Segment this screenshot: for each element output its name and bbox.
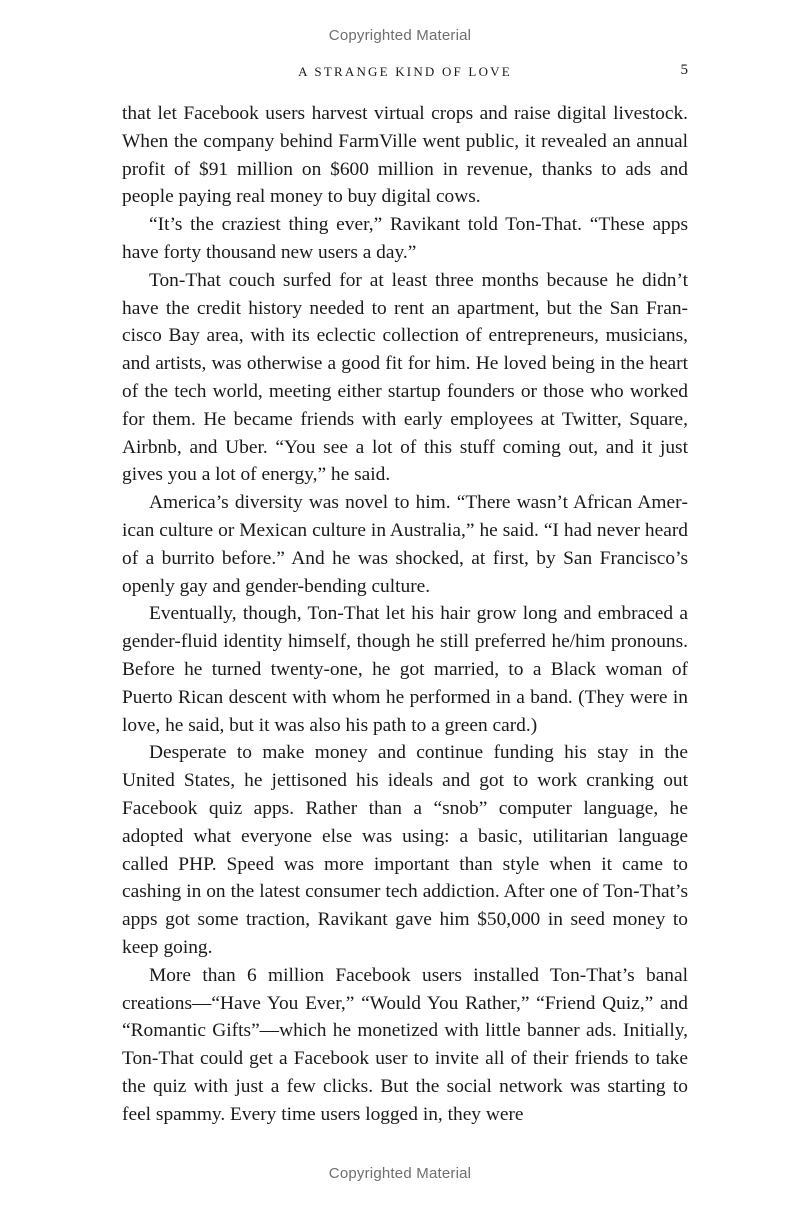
- paragraph: Desperate to make money and continue funding his stay in the United States, he jettisoned his ideals and got to work cranking out Facebook quiz apps. Rather than a “snob” computer language, he adopted what everyone else was using: a basic, utilitarian language called PHP. Speed was more important than style when it came to cashing in on the latest consumer tech addiction. After one of Ton-That’s apps got some traction, Ravikant gave him $50,000 in seed money to keep going.: [122, 742, 688, 958]
- paragraph: Eventually, though, Ton-That let his hair grow long and embraced a gender-fluid identity himself, though he still preferred he/him pronouns. Before he turned twenty-one, he got married, to a Black woman of Puerto Rican descent with whom he performed in a band. (They were in love, he said, but it was also his path to a green card.): [122, 603, 688, 736]
- page-number: 5: [680, 62, 688, 78]
- paragraph: “It’s the craziest thing ever,” Ravikant told Ton-That. “These apps have forty thousand new users a day.”: [122, 214, 688, 263]
- paragraph: More than 6 million Facebook users installed Ton-That’s banal creations—“Have You Ever,” “Would You Rather,” “Friend Quiz,” and “Romantic Gifts”—which he monetized with little banner ads. Initially, Ton-That could get a Facebook user to invite all of their friends to take the quiz with just a few clicks. But the social network was starting to feel spammy. Every time users logged in, they were: [122, 964, 688, 1125]
- copyright-watermark-top: Copyrighted Material: [328, 27, 472, 44]
- paragraph: Ton-That couch surfed for at least three months because he didn’t have the credit history needed to rent an apartment, but the San Francisco Bay area, with its eclectic collection of entrepreneurs, musicians, and artists, was otherwise a good fit for him. He loved being in the heart of the tech world, meeting either startup founders or those who worked for them. He became friends with early employees at Twitter, Square, Airbnb, and Uber. “You see a lot of this stuff coming out, and it just gives you a lot of energy,” he said.: [122, 269, 688, 486]
- copyright-watermark-bottom: Copyrighted Material: [328, 1165, 472, 1182]
- running-title: A STRANGE KIND OF LOVE: [298, 64, 512, 79]
- paragraph: that let Facebook users harvest virtual crops and raise digital livestock. When the company behind FarmVille went public, it revealed an annual profit of $91 million on $600 million in revenue, thanks to ads and people paying real money to buy digital cows.: [122, 103, 688, 208]
- running-header: [122, 62, 688, 82]
- body-text: [122, 100, 688, 1128]
- paragraph: America’s diversity was novel to him. “There wasn’t African American culture or Mexican culture in Australia,” he said. “I had never heard of a burrito before.” And he was shocked, at first, by San Francisco’s openly gay and gender-bending culture.: [122, 492, 688, 597]
